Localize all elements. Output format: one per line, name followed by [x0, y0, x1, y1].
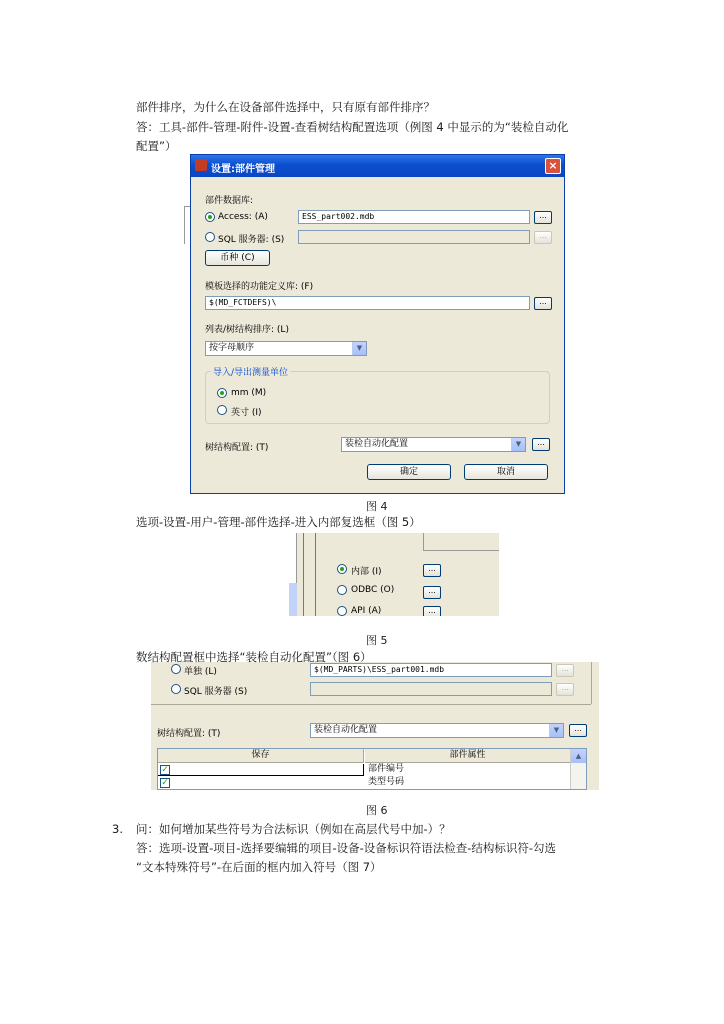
figure-caption: 图 5	[366, 634, 388, 647]
settings-dialog	[190, 154, 565, 494]
instruction-line: 选项-设置-用户-管理-部件选择-进入内部复选框（图 5）	[136, 515, 421, 529]
sql-label: SQL 服务器: (S)	[218, 235, 285, 245]
access-path-field[interactable]: ESS_part002.mdb	[298, 210, 530, 224]
chevron-down-icon: ▼	[549, 724, 563, 737]
access-radio[interactable]	[205, 212, 215, 222]
odbc-radio[interactable]	[337, 585, 347, 595]
units-group-title: 导入/导出测量单位	[211, 365, 290, 378]
api-browse-button[interactable]: ...	[423, 606, 441, 616]
mm-label: mm (M)	[231, 388, 267, 398]
checkbox-checked[interactable]: ✓	[161, 778, 169, 788]
odbc-browse-button[interactable]: ...	[423, 586, 441, 599]
single-radio[interactable]	[171, 664, 181, 674]
tree-config-label: 树结构配置: (T)	[157, 729, 221, 739]
sql-label: SQL 服务器 (S)	[184, 687, 248, 697]
list-sort-value: 按字母顺序	[209, 343, 255, 353]
tree-config-label: 树结构配置: (T)	[205, 443, 269, 453]
question-line: 部件排序，为什么在设备部件选择中，只有原有部件排序？	[136, 100, 435, 114]
sql-browse-button[interactable]: ...	[534, 231, 552, 244]
api-radio[interactable]	[337, 606, 347, 616]
col-header-save[interactable]: 保存	[158, 749, 364, 763]
template-field[interactable]: $(MD_FCTDEFS)\	[205, 296, 530, 310]
answer-line-cont: 配置”）	[136, 139, 177, 153]
list-number: 3.	[112, 822, 123, 836]
cancel-button[interactable]: 取消	[464, 464, 548, 480]
inch-label: 英寸 (I)	[231, 408, 262, 418]
figure-5-screenshot	[287, 533, 499, 616]
tree-config-browse-button[interactable]: ...	[569, 724, 587, 737]
dialog-title: 设置:部件管理	[211, 164, 275, 175]
divider	[315, 533, 316, 616]
groupbox-bottom	[151, 704, 591, 705]
single-browse-button[interactable]: ...	[556, 664, 574, 677]
attribute-table	[157, 748, 587, 790]
single-path-field[interactable]: $(MD_PARTS)\ESS_part001.mdb	[310, 663, 552, 677]
app-icon	[195, 159, 207, 171]
close-icon[interactable]: ×	[545, 158, 561, 174]
template-label: 模板选择的功能定义库: (F)	[205, 282, 314, 292]
sql-browse-button[interactable]: ...	[556, 683, 574, 696]
db-label: 部件数据库:	[205, 196, 254, 206]
dialog-titlebar	[191, 155, 564, 177]
row2-attr: 类型号码	[368, 777, 405, 787]
tree-config-value: 装检自动化配置	[314, 725, 378, 735]
list-sort-label: 列表/树结构排序: (L)	[205, 325, 289, 335]
inch-radio[interactable]	[217, 405, 227, 415]
question-line: 问：如何增加某些符号为合法标识（例如在高层代号中加-）？	[136, 822, 451, 836]
currency-button[interactable]: 币种 (C)	[205, 250, 270, 266]
row1-attr: 部件编号	[368, 764, 405, 774]
table-scrollbar[interactable]	[570, 749, 586, 789]
template-browse-button[interactable]: ...	[534, 297, 552, 310]
mm-radio[interactable]	[217, 388, 227, 398]
checkbox-checked[interactable]: ✓	[161, 765, 169, 775]
instruction-line: 数结构配置框中选择“装检自动化配置”（图 6）	[136, 650, 372, 664]
panel-corner	[423, 533, 499, 551]
sql-field[interactable]	[298, 230, 530, 244]
ok-button[interactable]: 确定	[367, 464, 451, 480]
internal-radio[interactable]	[337, 564, 347, 574]
col-header-attr[interactable]: 部件属性	[365, 749, 570, 763]
figure-caption: 图 4	[366, 500, 388, 513]
answer-line-cont: “文本特殊符号”-在后面的框内加入符号（图 7）	[136, 860, 382, 874]
figure-caption: 图 6	[366, 804, 388, 817]
odbc-label: ODBC (O)	[351, 585, 395, 595]
answer-line: 答：选项-设置-项目-选择要编辑的项目-设备-设备标识符语法检查-结构标识符-勾选	[136, 841, 557, 855]
chevron-up-icon[interactable]: ▲	[571, 749, 586, 763]
internal-browse-button[interactable]: ...	[423, 564, 441, 577]
single-label: 单独 (L)	[184, 667, 217, 677]
chevron-down-icon: ▼	[352, 342, 366, 355]
internal-label: 内部 (I)	[351, 567, 382, 577]
chevron-down-icon: ▼	[511, 438, 525, 451]
access-label: Access: (A)	[218, 212, 268, 222]
scrollbar-thumb[interactable]	[289, 583, 297, 616]
access-browse-button[interactable]: ...	[534, 211, 552, 224]
tree-config-browse-button[interactable]: ...	[532, 438, 550, 451]
sql-field[interactable]	[310, 682, 552, 696]
tree-config-select[interactable]	[341, 437, 526, 452]
tree-config-value: 装检自动化配置	[345, 439, 409, 449]
list-sort-select[interactable]	[205, 341, 367, 356]
sql-radio[interactable]	[171, 684, 181, 694]
sql-radio[interactable]	[205, 232, 215, 242]
figure-6-screenshot	[151, 662, 599, 790]
api-label: API (A)	[351, 606, 382, 616]
table-row[interactable]	[158, 764, 364, 776]
divider	[303, 533, 304, 616]
groupbox-right	[591, 662, 592, 704]
tree-config-select[interactable]	[310, 723, 564, 738]
answer-line: 答：工具-部件-管理-附件-设置-查看树结构配置选项（例图 4 中显示的为“装检自动化	[136, 120, 569, 134]
table-row[interactable]	[158, 777, 364, 789]
